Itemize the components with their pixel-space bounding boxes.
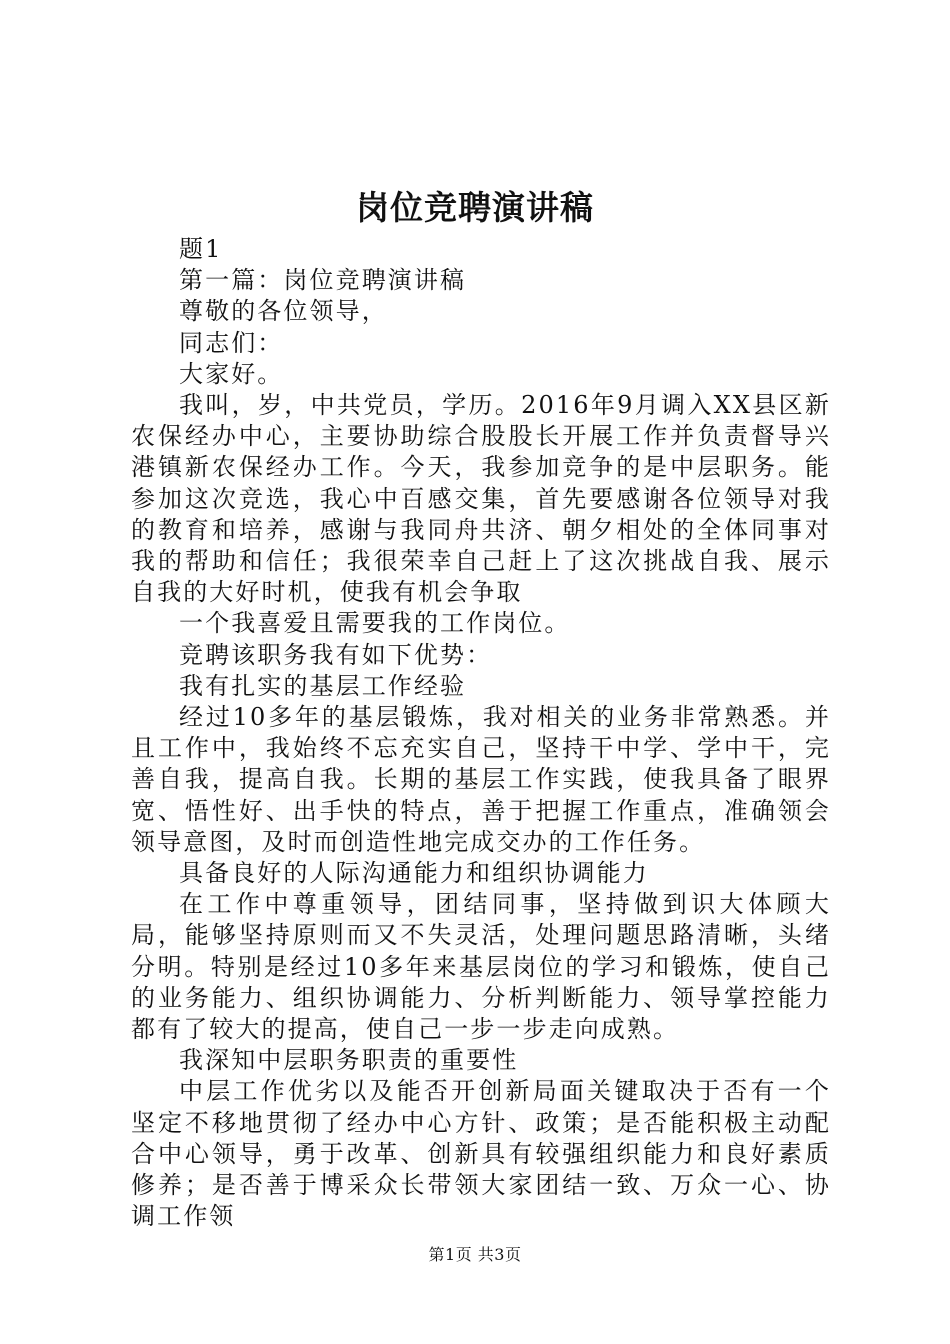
paragraph: 题1	[179, 235, 223, 263]
paragraph: 我深知中层职务职责的重要性	[179, 1046, 519, 1075]
document-title: 岗位竞聘演讲稿	[356, 188, 594, 227]
paragraph: 我有扎实的基层工作经验	[179, 671, 467, 700]
document-body	[131, 234, 831, 1233]
paragraph: 大家好。	[179, 359, 284, 388]
paragraph: 一个我喜爱且需要我的工作岗位。	[179, 609, 571, 638]
paragraph: 经过10多年的基层锻炼，我对相关的业务非常熟悉。并且工作中，我始终不忘充实自己，坚持干中学、学中干，完善自我，提高自我。长期的基层工作实践，使我具备了眼界宽、悟性好、出手快的特点，善于把握工作重点，准确领会领导意图，及时而创造性地完成交办的工作任务。	[131, 703, 831, 856]
page-number-footer: 第1页 共3页	[428, 1245, 522, 1264]
paragraph: 第一篇：岗位竞聘演讲稿	[179, 266, 467, 295]
paragraph: 同志们：	[179, 328, 284, 357]
paragraph: 尊敬的各位领导，	[179, 297, 388, 326]
paragraph: 具备良好的人际沟通能力和组织协调能力	[179, 859, 649, 888]
paragraph: 我叫，岁，中共党员，学历。2016年9月调入XX县区新农保经办中心，主要协助综合股股长开展工作并负责督导兴港镇新农保经办工作。今天，我参加竞争的是中层职务。能参加这次竞选，我心中百感交集，首先要感谢各位领导对我的教育和培养，感谢与我同舟共济、朝夕相处的全体同事对我的帮助和信任；我很荣幸自己赶上了这次挑战自我、展示自我的大好时机，使我有机会争取	[131, 391, 831, 607]
paragraph: 在工作中尊重领导，团结同事，坚持做到识大体顾大局，能够坚持原则而又不失灵活，处理问题思路清晰，头绪分明。特别是经过10多年来基层岗位的学习和锻炼，使自己的业务能力、组织协调能力、分析判断能力、领导掌控能力都有了较大的提高，使自己一步一步走向成熟。	[131, 890, 831, 1044]
paragraph: 中层工作优劣以及能否开创新局面关键取决于否有一个坚定不移地贯彻了经办中心方针、政策；是否能积极主动配合中心领导，勇于改革、创新具有较强组织能力和良好素质修养；是否善于博采众长带领大家团结一致、万众一心、协调工作领	[131, 1077, 831, 1231]
paragraph: 竞聘该职务我有如下优势：	[179, 640, 493, 669]
